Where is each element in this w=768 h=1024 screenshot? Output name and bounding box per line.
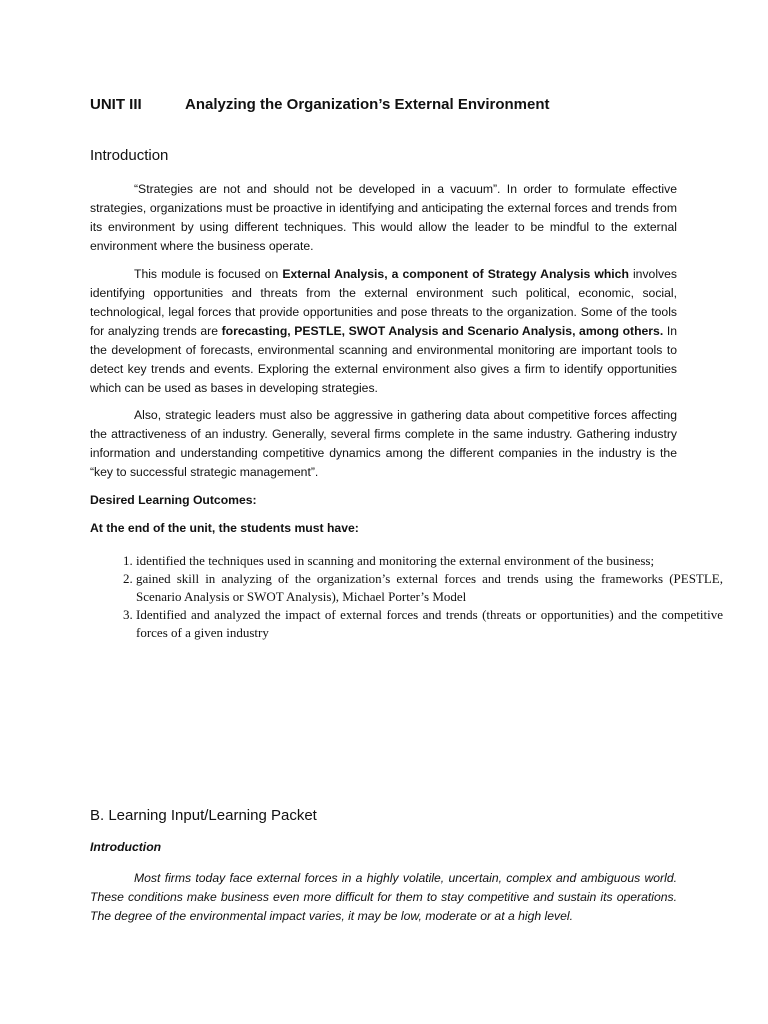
unit-title [90, 96, 677, 113]
outcomes-heading: Desired Learning Outcomes: [90, 493, 257, 507]
outcome-item: 1. identified the techniques used in scanning and monitoring the external environment of the business; [136, 552, 723, 570]
intro-paragraph-3: Also, strategic leaders must also be aggressive in gathering data about competitive forces affecting the attractiveness of an industry. Generally, several firms complete in the same industry. Gathering industry information and understanding competitive dynamics among the different companies in the industry is the “key to successful strategic management”. [90, 408, 677, 479]
para2-text-3: In the development of forecasts, environmental scanning and environmental monitoring are important tools to detect key trends and events. Exploring the external environment also gives a firm to identify opportunities which can be used as bases in developing strategies. [90, 324, 677, 395]
outcome-item: 2. gained skill in analyzing of the organization’s external forces and trends using the frameworks (PESTLE, Scenario Analysis or SWOT Analysis), Michael Porter’s Model [136, 570, 723, 606]
intro-paragraph-2 [90, 265, 677, 398]
outcomes-list [90, 552, 723, 642]
outcome-item: 3. Identified and analyzed the impact of external forces and trends (threats or opportunities) and the competitive forces of a given industry [136, 606, 723, 642]
learning-intro-paragraph: Most firms today face external forces in a highly volatile, uncertain, complex and ambiguous world. These conditions make business even more difficult for them to stay competitive and sustain its operations. The degree of the environmental impact varies, it may be low, moderate or at a high level. [90, 871, 677, 923]
outcomes-intro: At the end of the unit, the students must have: [90, 521, 359, 535]
section-b-heading: B. Learning Input/Learning Packet [90, 807, 317, 824]
unit-number: UNIT III [90, 96, 142, 113]
intro-paragraph-1: “Strategies are not and should not be developed in a vacuum”. In order to formulate effective strategies, organizations must be proactive in identifying and anticipating the external forces and trends from its environment by using different techniques. This would allow the leader to be mindful to the external environment where the business operate. [90, 182, 677, 253]
para2-bold-2: forecasting, PESTLE, SWOT Analysis and Scenario Analysis, among others. [221, 324, 664, 338]
unit-title-text: Analyzing the Organization’s External Environment [185, 96, 550, 113]
introduction-heading: Introduction [90, 147, 169, 164]
learning-intro-heading: Introduction [90, 840, 162, 854]
para2-bold-1: External Analysis, a component of Strategy Analysis which [282, 267, 629, 281]
para2-text-1: This module is focused on [134, 267, 283, 281]
para2-text-2: involves identifying opportunities and threats from the external environment such political, economic, social, technological, legal forces that provide opportunities and pose threats to the organization. Some of the tools for analyzing trends are [90, 267, 677, 338]
